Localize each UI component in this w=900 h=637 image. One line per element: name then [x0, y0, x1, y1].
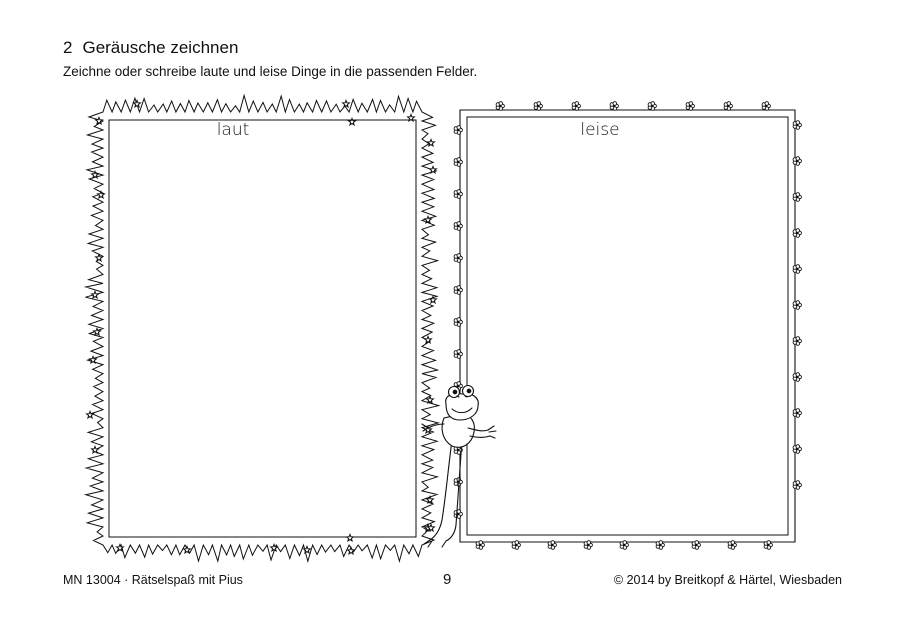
- star-icon: [134, 100, 141, 107]
- star-icon: [425, 336, 432, 343]
- flower-icon: [454, 222, 462, 231]
- flower-decorations: [454, 102, 801, 550]
- grass-border: [85, 96, 438, 562]
- flower-icon: [454, 478, 462, 487]
- flower-icon: [534, 102, 542, 111]
- exercise-number: 2: [63, 38, 73, 57]
- star-icon: [343, 100, 350, 107]
- page-number: 9: [443, 571, 452, 588]
- exercise-title: Geräusche zeichnen: [82, 38, 239, 57]
- star-icon: [428, 139, 435, 146]
- footer-book-info: MN 13004 · Rätselspaß mit Pius: [63, 573, 243, 587]
- quiet-panel-label: leise: [580, 120, 620, 140]
- frog-character-icon: [422, 386, 496, 548]
- flower-icon: [496, 102, 504, 111]
- flower-icon: [648, 102, 656, 111]
- flower-icon: [762, 102, 770, 111]
- flower-icon: [793, 337, 801, 346]
- flower-icon: [793, 265, 801, 274]
- flower-icon: [454, 254, 462, 263]
- star-decorations: [87, 100, 437, 554]
- vine-border-inner: [467, 117, 788, 535]
- flower-icon: [454, 318, 462, 327]
- star-icon: [348, 547, 355, 554]
- flower-icon: [454, 158, 462, 167]
- flower-icon: [793, 409, 801, 418]
- star-icon: [92, 291, 99, 298]
- star-icon: [98, 191, 105, 198]
- flower-icon: [793, 481, 801, 490]
- flower-icon: [686, 102, 694, 111]
- star-icon: [430, 166, 437, 173]
- flower-icon: [793, 373, 801, 382]
- flower-icon: [793, 229, 801, 238]
- star-icon: [92, 446, 99, 453]
- flower-icon: [724, 102, 732, 111]
- star-icon: [96, 117, 103, 124]
- flower-icon: [793, 121, 801, 130]
- flower-icon: [454, 190, 462, 199]
- loud-panel: [85, 96, 438, 562]
- star-icon: [347, 534, 354, 541]
- loud-panel-label: laut: [216, 120, 250, 140]
- vine-border-outer: [460, 110, 795, 542]
- star-icon: [87, 411, 94, 418]
- flower-icon: [610, 102, 618, 111]
- star-icon: [349, 118, 356, 125]
- flower-icon: [793, 193, 801, 202]
- flower-icon: [793, 157, 801, 166]
- flower-icon: [572, 102, 580, 111]
- flower-icon: [454, 510, 462, 519]
- flower-icon: [454, 350, 462, 359]
- flower-icon: [793, 445, 801, 454]
- flower-icon: [454, 126, 462, 135]
- footer-copyright: © 2014 by Breitkopf & Härtel, Wiesbaden: [613, 573, 842, 587]
- exercise-instruction: Zeichne oder schreibe laute und leise Dinge in die passenden Felder.: [63, 64, 478, 79]
- flower-icon: [793, 301, 801, 310]
- flower-icon: [454, 286, 462, 295]
- quiet-panel: [454, 102, 801, 550]
